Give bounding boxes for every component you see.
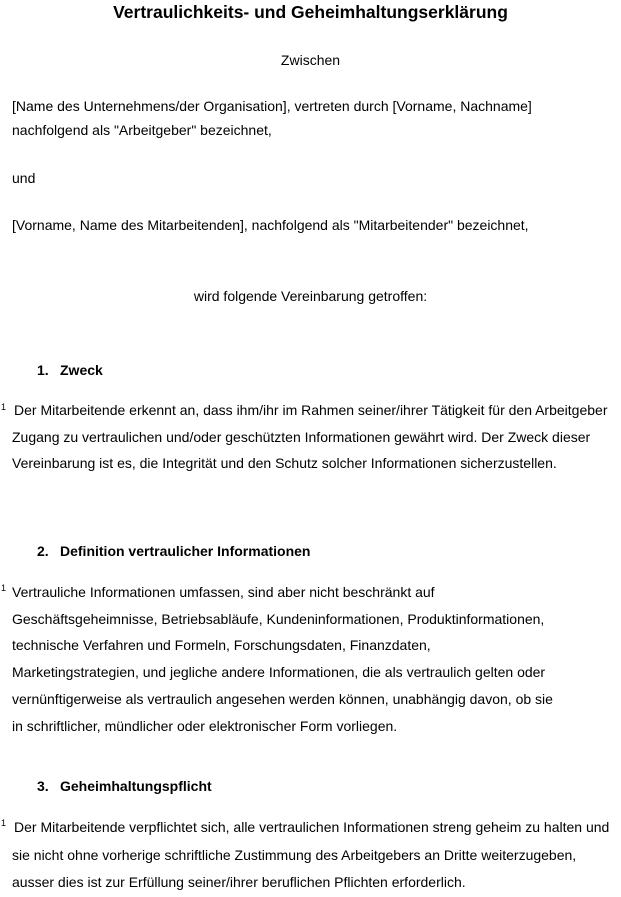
section-2-title: Definition vertraulicher Informationen <box>60 543 311 559</box>
and-text: und <box>12 170 36 186</box>
section-1-title: Zweck <box>60 362 103 378</box>
party1-line2: nachfolgend als "Arbeitgeber" bezeichnet, <box>12 122 272 138</box>
section-1-number: 1. <box>37 362 49 378</box>
section-2-footnote-mark: 1 <box>1 583 7 593</box>
party1-line1: [Name des Unternehmens/der Organisation], vertreten durch [Vorname, Nachname] <box>12 98 532 114</box>
section-1-footnote-mark: 1 <box>1 402 7 412</box>
section-2-text: Vertrauliche Informationen umfassen, sind aber nicht beschränkt auf Geschäftsgeheimnisse, Betriebsabläufe, Kundeninformationen, Produktinformationen, technische Verfahren und Formeln, Forschungsdaten, Finanzdaten, Marketingstrategien, und jegliche andere Informationen, die als vertraulich gelten oder vernünftigerweise als vertraulich angesehen werden können, unabhängig davon, ob sie in schriftlicher, mündlicher oder elektronischer Form vorliegen. <box>12 584 553 734</box>
between-text: Zwischen <box>280 52 341 68</box>
section-3-title: Geheimhaltungspflicht <box>60 778 212 794</box>
section-3-number: 3. <box>37 778 49 794</box>
section-3-footnote-mark: 1 <box>1 818 7 828</box>
agreement-text: wird folgende Vereinbarung getroffen: <box>193 288 428 304</box>
section-2-number: 2. <box>37 543 49 559</box>
section-3-text: Der Mitarbeitende verpflichtet sich, alle vertraulichen Informationen streng geheim zu halten und sie nicht ohne vorherige schriftliche Zustimmung des Arbeitgebers an Dritte weiterzugeben, ausser dies ist zur Erfüllung seiner/ihrer beruflichen Pflichten erforderlich. <box>12 819 610 891</box>
document-title: Vertraulichkeits- und Geheimhaltungserklärung <box>113 2 508 22</box>
section-3-heading <box>37 776 212 796</box>
section-1-text: Der Mitarbeitende erkennt an, dass ihm/ihr im Rahmen seiner/ihrer Tätigkeit für den Arbeitgeber Zugang zu vertraulichen und/oder geschützten Informationen gewährt wird. Der Zweck dieser Vereinbarung ist es, die Integrität und den Schutz solcher Informationen sicherzustellen. <box>12 402 608 472</box>
section-2-heading <box>37 541 310 561</box>
party2-text: [Vorname, Name des Mitarbeitenden], nachfolgend als "Mitarbeitender" bezeichnet, <box>12 217 529 233</box>
section-1-heading <box>37 360 103 380</box>
